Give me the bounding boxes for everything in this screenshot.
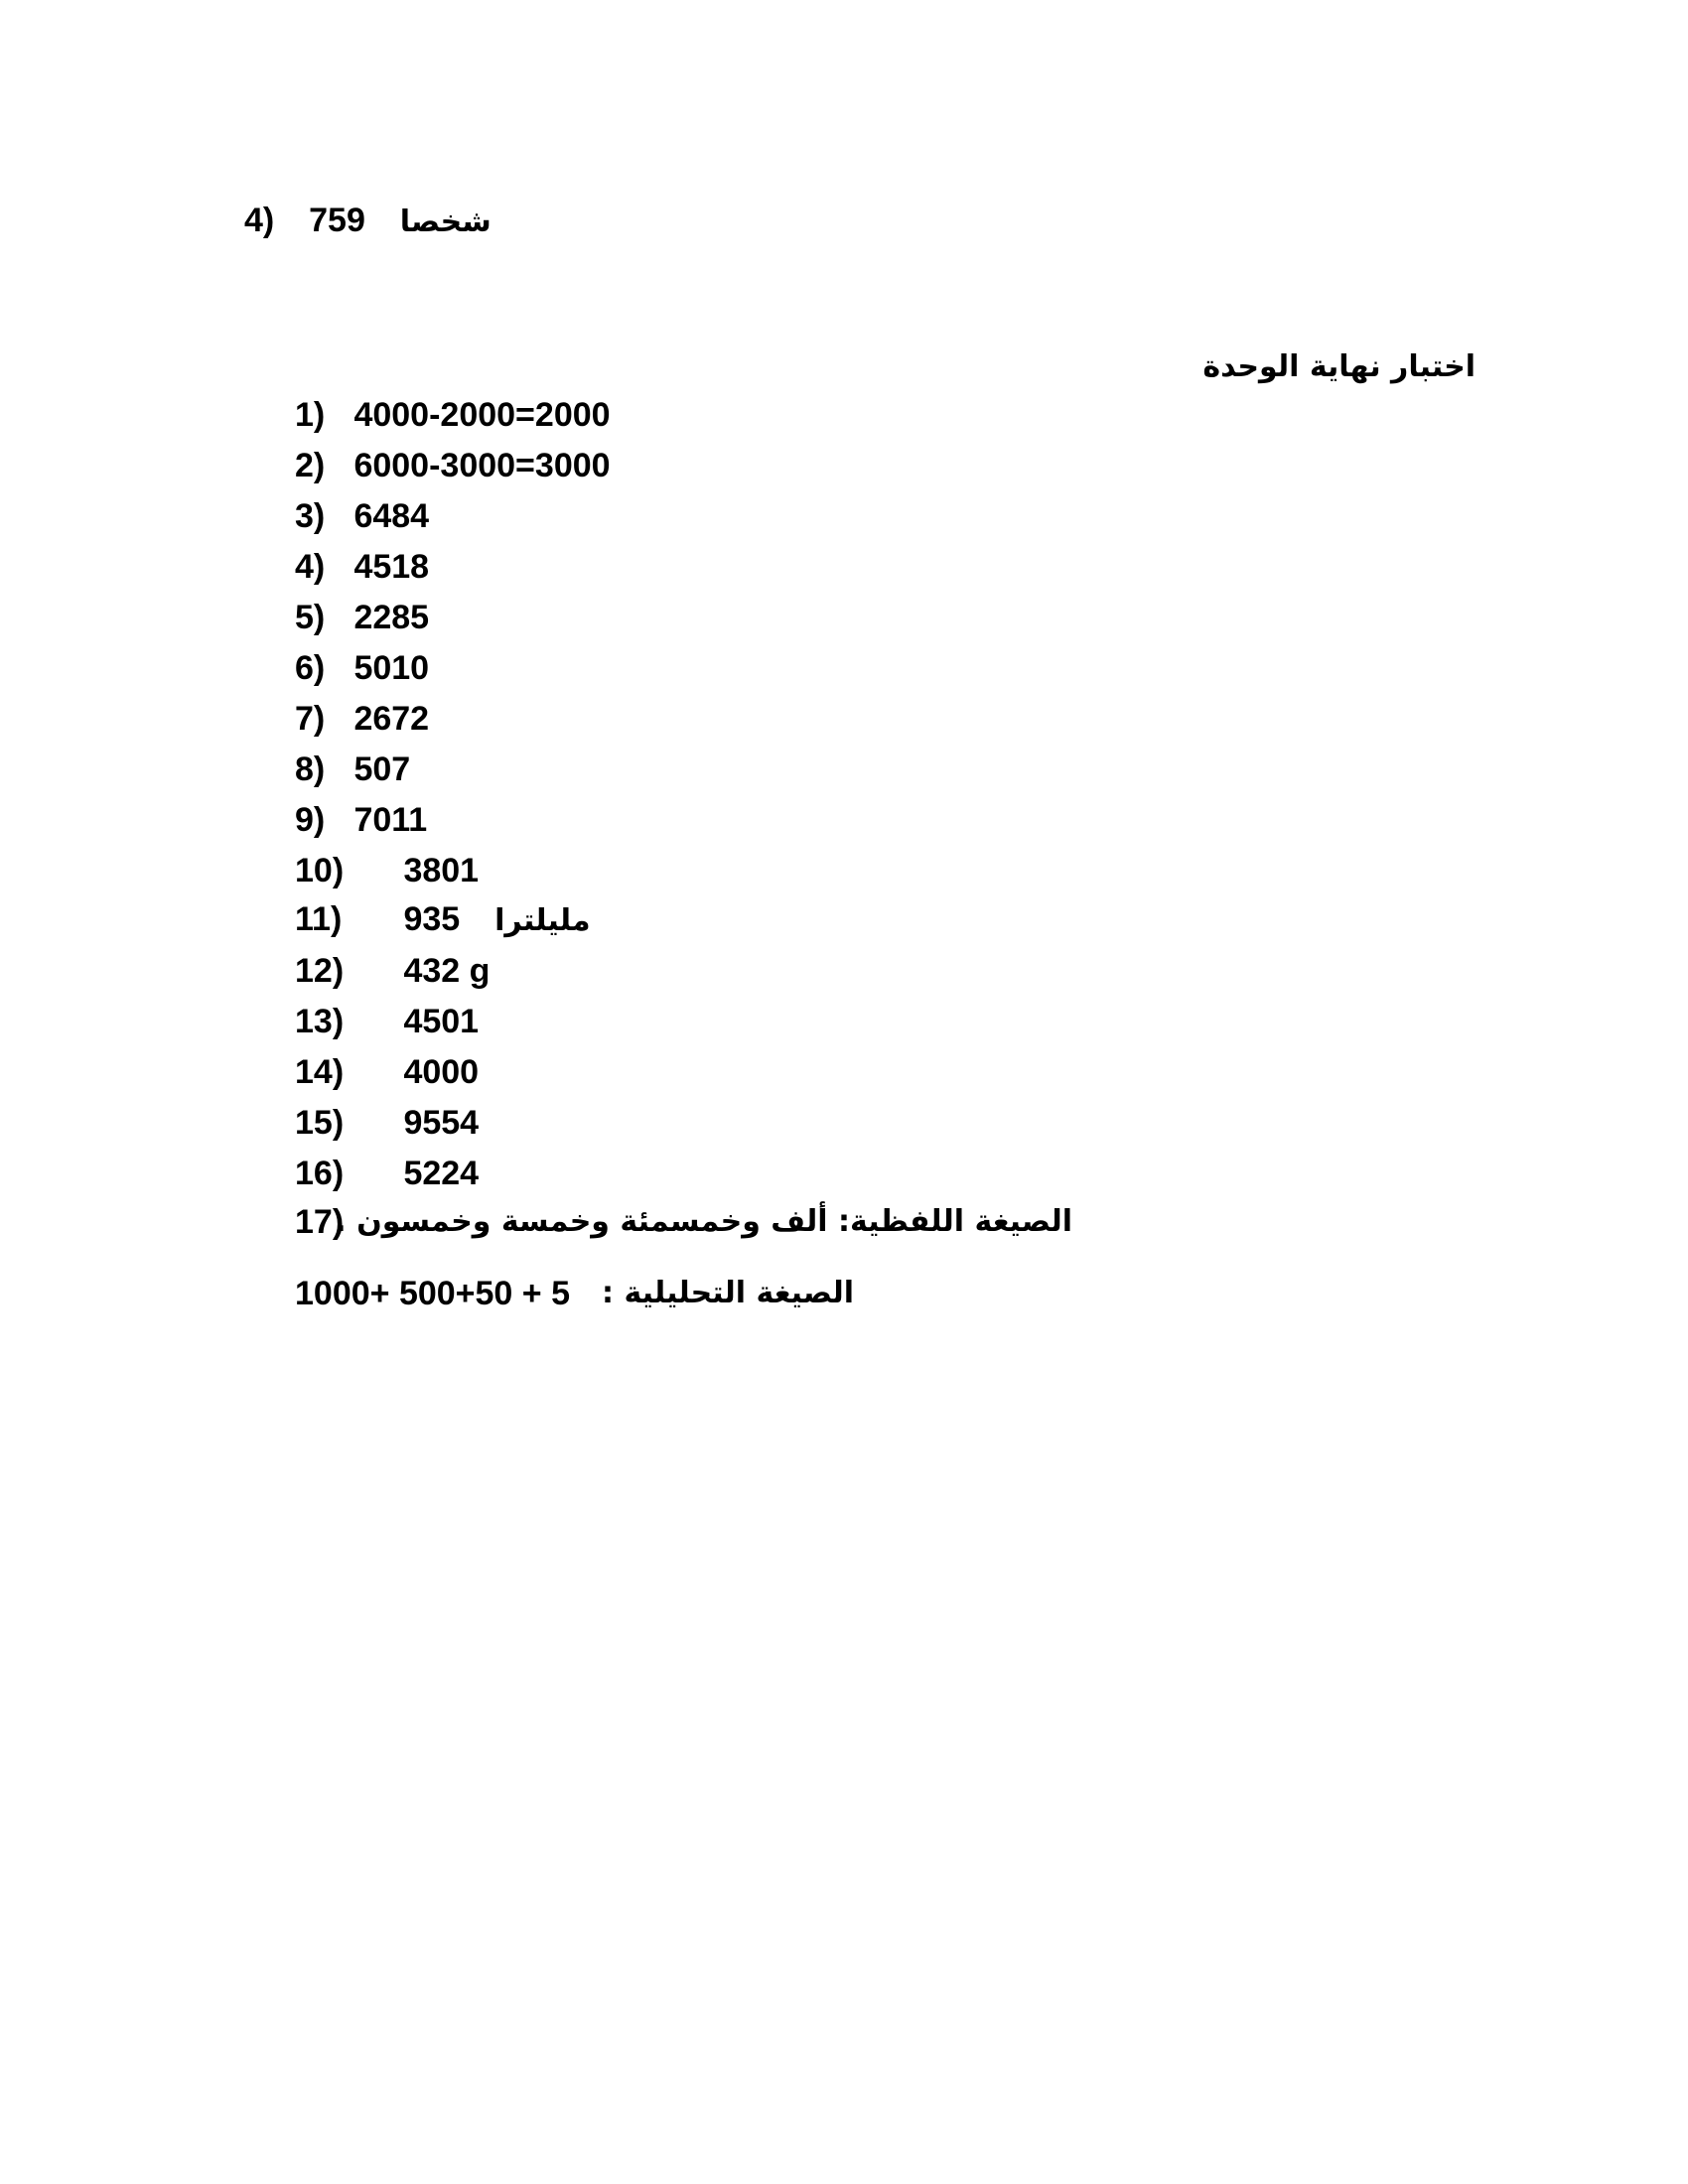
intro-value: 759 [309,202,365,239]
word-form: الصيغة اللفظية: ألف وخمسمئة وخمسة وخمسون . [335,1204,1072,1239]
intro-number: 4) [244,202,275,239]
list-item [295,1154,479,1193]
list-item [295,598,429,637]
item-number: 11) [295,900,343,938]
item-number: 7) [295,700,326,738]
list-item [295,496,429,536]
item-value: 4518 [353,548,430,586]
item-number: 10) [295,852,345,889]
list-item [295,1002,479,1041]
list-item [295,851,479,890]
item-value: 6000-3000=3000 [353,447,611,484]
item-value: 3801 [403,852,480,889]
item-value: 2285 [353,599,430,636]
list-item [295,699,429,739]
list-item [295,395,611,435]
item-number: 6) [295,649,326,687]
item-number: 8) [295,751,326,788]
item-value: 432 g [403,952,491,990]
item-number: 2) [295,447,326,484]
page-title: اختبار نهاية الوحدة [1202,349,1476,384]
item-value: 4000 [403,1053,480,1091]
intro-line [244,201,492,242]
expanded-form-expression: 1000+ 500+50 + 5 [295,1275,570,1312]
list-item [295,1103,479,1143]
item-value: 935 [403,900,461,938]
intro-unit: شخصا [399,205,492,239]
item-value: 5224 [403,1155,480,1192]
list-item [295,648,429,688]
list-item [295,951,490,991]
list-item [295,800,427,840]
item-value: 2672 [353,700,430,738]
item-number: 5) [295,599,326,636]
item-value: 7011 [353,801,428,839]
item-value: 4501 [403,1003,480,1040]
item-value: 5010 [353,649,430,687]
item-number: 16) [295,1155,345,1192]
item-value: 507 [353,751,411,788]
item-number: 13) [295,1003,345,1040]
list-item [295,750,410,789]
item-number: 4) [295,548,326,586]
item-value: 4000-2000=2000 [353,396,611,434]
item-number: 12) [295,952,345,990]
list-item [295,899,591,941]
item-value: 9554 [403,1104,480,1142]
item-number: 1) [295,396,326,434]
list-item [295,547,429,587]
item-unit: مليلترا [494,903,591,938]
item-number: 14) [295,1053,345,1091]
item-number: 17) [295,1203,345,1241]
item-number: 3) [295,497,326,535]
item-value: 6484 [353,497,430,535]
expanded-form-label: الصيغة التحليلية : [602,1276,854,1310]
list-item [295,1052,479,1092]
item-number: 15) [295,1104,345,1142]
item-number: 9) [295,801,326,839]
list-item [295,446,611,485]
